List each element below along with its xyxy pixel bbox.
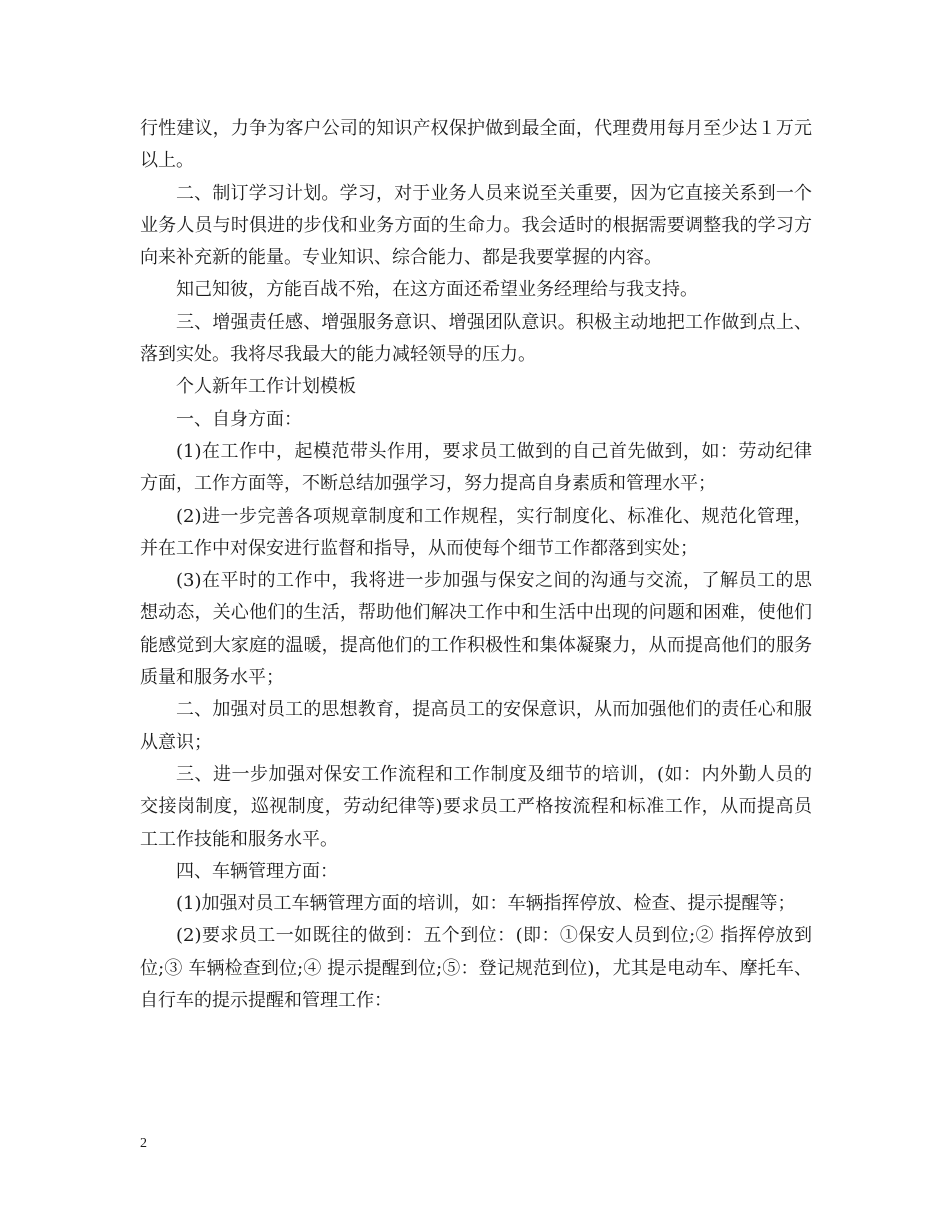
paragraph: 二、加强对员工的思想教育，提高员工的安保意识，从而加强他们的责任心和服从意识； — [140, 699, 812, 753]
paragraph: 知己知彼，方能百战不殆，在这方面还希望业务经理给与我支持。 — [176, 279, 698, 301]
paragraph: 行性建议，力争为客户公司的知识产权保护做到最全面，代理费用每月至少达１万元以上。 — [140, 118, 812, 172]
page-number: 2 — [140, 1136, 147, 1151]
paragraph: (1)加强对员工车辆管理方面的培训，如：车辆指挥停放、检查、提示提醒等； — [176, 893, 796, 915]
paragraph: 三、进一步加强对保安工作流程和工作制度及细节的培训，(如：内外勤人员的交接岗制度，巡视制度，劳动纪律等)要求员工严格按流程和标准工作，从而提高员工工作技能和服务水平。 — [140, 763, 812, 850]
paragraph: (1)在工作中，起模范带头作用，要求员工做到的自己首先做到，如：劳动纪律方面，工作方面等，不断总结加强学习，努力提高自身素质和管理水平； — [140, 440, 812, 495]
paragraph: (2)要求员工一如既往的做到：五个到位：(即：①保安人员到位;② 指挥停放到位;③ 车辆检查到位;④ 提示提醒到位;⑤：登记规范到位)，尤其是电动车、摩托车、自行车的提示提醒和管理工作： — [140, 925, 812, 1012]
subsection-heading: 四、车辆管理方面： — [176, 860, 338, 882]
paragraph: (2)进一步完善各项规章制度和工作规程，实行制度化、标准化、规范化管理，并在工作中对保安进行监督和指导，从而使每个细节工作都落到实处； — [140, 505, 812, 559]
document-body — [140, 113, 812, 1017]
paragraph: 三、增强责任感、增强服务意识、增强团队意识。积极主动地把工作做到点上、落到实处。我将尽我最大的能力减轻领导的压力。 — [140, 311, 812, 366]
paragraph: (3)在平时的工作中，我将进一步加强与保安之间的沟通与交流，了解员工的思想动态，关心他们的生活，帮助他们解决工作中和生活中出现的问题和困难，使他们能感觉到大家庭的温暖，提高他们的工作积极性和集体凝聚力，从而提高他们的服务质量和服务水平； — [140, 570, 812, 689]
section-heading: 个人新年工作计划模板 — [176, 376, 356, 398]
subsection-heading: 一、自身方面： — [176, 408, 302, 430]
paragraph: 二、制订学习计划。学习，对于业务人员来说至关重要，因为它直接关系到一个业务人员与时俱进的步伐和业务方面的生命力。我会适时的根据需要调整我的学习方向来补充新的能量。专业知识、综合能力、都是我要掌握的内容。 — [140, 182, 812, 269]
